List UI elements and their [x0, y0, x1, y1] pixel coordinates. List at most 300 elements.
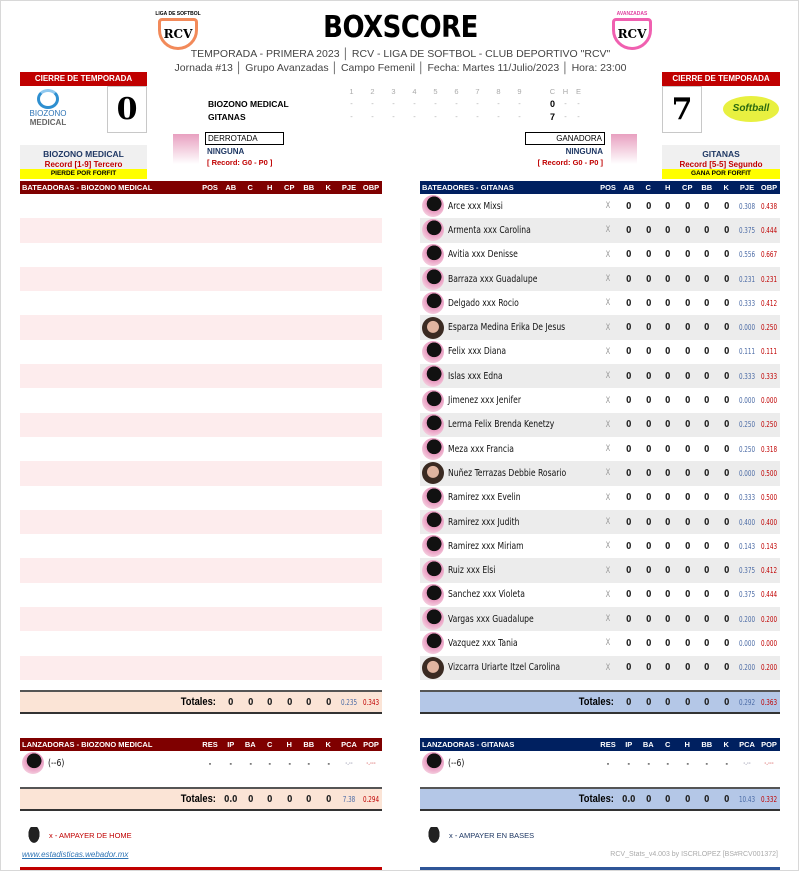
cell-c: 0: [645, 249, 651, 261]
cell: -: [666, 758, 669, 768]
cell-k: 0: [723, 565, 729, 577]
linescore-home-name: GITANAS: [208, 112, 246, 122]
cell-pos: X: [605, 444, 611, 455]
table-title: LANZADORAS - BIOZONO MEDICAL: [22, 740, 153, 749]
cell: -.---: [764, 759, 774, 767]
total-h: 0: [665, 696, 671, 708]
total-k: 0: [325, 793, 331, 805]
avatar-silhouette-icon: [422, 244, 444, 266]
cell-pos: X: [605, 492, 611, 503]
away-runs: 0: [549, 99, 555, 109]
cell-bb: 0: [704, 467, 710, 479]
pitcher-row: [20, 751, 382, 775]
cell: -: [705, 758, 708, 768]
cell-pos: X: [605, 201, 611, 212]
cell-h: 0: [665, 589, 671, 601]
total-obp: 0.363: [760, 697, 778, 707]
cell-bb: 0: [704, 419, 710, 431]
avatar-silhouette-icon: [422, 752, 444, 774]
cell-ab: 0: [626, 370, 632, 382]
col-header: BA: [244, 740, 256, 749]
linescore-away-row: [341, 99, 585, 109]
col-header: POP: [761, 740, 777, 749]
cell: -: [248, 758, 252, 768]
player-name: Armenta xxx Carolina: [448, 224, 531, 236]
inning-2: 2: [370, 87, 375, 96]
away-pitching-totals: [20, 787, 382, 811]
table-row: [420, 510, 780, 534]
col-header: PJE: [739, 183, 755, 192]
cell-pje: 0.111: [738, 347, 756, 357]
cell-c: 0: [645, 467, 651, 479]
player-name: Sanchez xxx Violeta: [448, 589, 525, 601]
cell-bb: 0: [704, 565, 710, 577]
cell-obp: 0.500: [760, 468, 778, 478]
season-line: TEMPORADA - PRIMERA 2023 │ RCV - LIGA DE SOFTBOL - CLUB DEPORTIVO "RCV": [190, 48, 611, 60]
away-batting-header: [20, 181, 382, 194]
cell-c: 0: [645, 322, 651, 334]
away-decision-pitcher: NINGUNA: [207, 147, 245, 156]
cell-h: 0: [665, 613, 671, 625]
col-header: K: [723, 740, 729, 749]
linescore-away-name: BIOZONO MEDICAL: [208, 99, 289, 109]
cell-ab: 0: [626, 346, 632, 358]
biozono-icon: [37, 89, 59, 109]
cell-pje: 0.375: [738, 225, 756, 235]
umpire-icon: [427, 827, 441, 845]
total-c: 0: [665, 793, 671, 805]
cell-pos: X: [605, 395, 611, 406]
cell: -: [497, 112, 500, 121]
cell-bb: 0: [704, 370, 710, 382]
total-c: 0: [645, 696, 651, 708]
cell-obp: 0.444: [760, 225, 778, 235]
cell-k: 0: [723, 370, 729, 382]
col-header: K: [325, 740, 331, 749]
cell-pos: X: [605, 419, 611, 430]
cell-ab: 0: [626, 613, 632, 625]
credits: RCV_Stats_v4.003 by ISCRLOPEZ [BS#RCV001372]: [610, 851, 778, 858]
cell-k: 0: [723, 492, 729, 504]
table-row: [420, 583, 780, 607]
cell-k: 0: [723, 419, 729, 431]
linescore-home-row: [341, 112, 585, 122]
cell-k: 0: [723, 322, 729, 334]
cell: -: [627, 758, 630, 768]
cell-pos: X: [605, 371, 611, 382]
cell-obp: 0.000: [760, 396, 778, 406]
cell-k: 0: [723, 249, 729, 261]
umpire-bases: x - AMPAYER EN BASES: [449, 831, 535, 840]
logo-caption: LIGA DE SOFTBOL: [155, 11, 201, 17]
avatar-silhouette-icon: [422, 438, 444, 460]
cell-c: 0: [645, 565, 651, 577]
cell-obp: 0.143: [760, 541, 778, 551]
avatar-silhouette-icon: [422, 608, 444, 630]
cell-pje: 0.308: [738, 201, 756, 211]
cell-c: 0: [645, 224, 651, 236]
cell-ab: 0: [626, 322, 632, 334]
home-team-name: GITANAS: [702, 149, 740, 159]
avatar-silhouette-icon: [422, 414, 444, 436]
col-header: PCA: [341, 740, 357, 749]
cell-c: 0: [645, 297, 651, 309]
total-h: 0: [267, 696, 273, 708]
col-header: H: [267, 183, 273, 192]
cell-pos: X: [605, 298, 611, 309]
cell: -: [326, 758, 330, 768]
cell-k: 0: [723, 589, 729, 601]
cell-ab: 0: [626, 249, 632, 261]
avatar-silhouette-icon: [422, 219, 444, 241]
away-pitching-header: [20, 738, 382, 751]
col-header: K: [325, 183, 331, 192]
total-ip: 0.0: [224, 793, 238, 805]
cell-pos: X: [605, 346, 611, 357]
cell-ab: 0: [626, 540, 632, 552]
cell-bb: 0: [704, 249, 710, 261]
cell-cp: 0: [684, 395, 690, 407]
cell-cp: 0: [684, 297, 690, 309]
col-header: POP: [363, 740, 379, 749]
cell-ab: 0: [626, 565, 632, 577]
cell-pje: 0.556: [738, 250, 756, 260]
pitcher-name: (--6): [48, 757, 65, 769]
total-pje: 0.235: [340, 697, 358, 707]
cell-ab: 0: [626, 467, 632, 479]
cell-h: 0: [665, 419, 671, 431]
cell: -: [455, 99, 458, 108]
cell-pje: 0.200: [738, 663, 756, 673]
linescore-header: [341, 87, 585, 96]
table-row: [420, 218, 780, 242]
away-result: DERROTADA: [205, 132, 284, 145]
table-row: [420, 631, 780, 655]
cell-cp: 0: [684, 516, 690, 528]
logo-line1: BIOZONO: [29, 109, 67, 118]
cell: -: [685, 758, 689, 768]
cell-cp: 0: [684, 589, 690, 601]
cell-k: 0: [723, 346, 729, 358]
total-bb: 0: [704, 696, 710, 708]
player-name: Esparza Medina Erika De Jesus: [448, 322, 566, 334]
umpire-icon: [27, 827, 41, 845]
cell-ab: 0: [626, 637, 632, 649]
col-header: BB: [701, 183, 713, 192]
total-ab: 0: [228, 696, 234, 708]
cell-obp: 0.250: [760, 323, 778, 333]
cell-pos: X: [605, 322, 611, 333]
cell: -: [208, 758, 212, 768]
cell-ab: 0: [626, 419, 632, 431]
total-bb: 0: [704, 793, 710, 805]
cell-ab: 0: [626, 443, 632, 455]
away-forfit-badge: PIERDE POR FORFIT: [20, 169, 147, 179]
total-ba: 0: [247, 793, 253, 805]
away-team-name: BIOZONO MEDICAL: [43, 149, 124, 159]
player-name: Nuñez Terrazas Debbie Rosario: [448, 467, 567, 479]
away-errors: -: [577, 99, 580, 108]
cell-cp: 0: [684, 273, 690, 285]
player-photo: [422, 462, 444, 484]
cell: -: [518, 99, 521, 108]
cell-obp: 0.111: [760, 347, 778, 357]
cell-pos: X: [605, 274, 611, 285]
inning-1: 1: [349, 87, 354, 96]
home-result: GANADORA: [525, 132, 605, 145]
avatar-silhouette-icon: [422, 511, 444, 533]
home-errors: -: [577, 112, 580, 121]
inning-7: 7: [475, 87, 480, 96]
table-title: LANZADORAS - GITANAS: [422, 740, 515, 749]
cell-bb: 0: [704, 273, 710, 285]
col-c: C: [549, 87, 556, 96]
player-name: Vargas xxx Guadalupe: [448, 613, 534, 625]
cell-bb: 0: [704, 443, 710, 455]
col-header: C: [247, 183, 253, 192]
cell-pje: 0.231: [738, 274, 756, 284]
table-row: [420, 607, 780, 631]
cell-c: 0: [645, 200, 651, 212]
cell: -: [287, 758, 291, 768]
cell-k: 0: [723, 662, 729, 674]
cell: -: [434, 112, 437, 121]
cell-bb: 0: [704, 224, 710, 236]
col-header: C: [665, 740, 671, 749]
home-batting-rows: [420, 194, 780, 680]
cell-c: 0: [645, 370, 651, 382]
logo-line2: MEDICAL: [29, 118, 67, 127]
cell: -: [476, 99, 479, 108]
total-c: 0: [247, 696, 253, 708]
cell: -: [606, 758, 610, 768]
cell-bb: 0: [704, 516, 710, 528]
cell-h: 0: [665, 273, 671, 285]
table-title: BATEADORES - GITANAS: [422, 183, 514, 192]
cell-h: 0: [665, 467, 671, 479]
col-header: AB: [225, 183, 237, 192]
rcv-logo-text: RCV: [158, 18, 198, 50]
total-cp: 0: [684, 696, 690, 708]
total-k: 0: [723, 696, 729, 708]
away-team-logo: [23, 89, 73, 133]
cell-obp: 0.250: [760, 420, 778, 430]
cell-cp: 0: [684, 249, 690, 261]
player-name: Vizcarra Uriarte Itzel Carolina: [448, 662, 561, 674]
cell-cp: 0: [684, 467, 690, 479]
col-e: E: [575, 87, 581, 96]
home-decision-pitcher: NINGUNA: [565, 147, 603, 156]
cell-cp: 0: [684, 637, 690, 649]
cell-pos: X: [605, 468, 611, 479]
away-score: 0: [107, 86, 147, 133]
avatar-silhouette-icon: [422, 390, 444, 412]
cell-cp: 0: [684, 565, 690, 577]
table-row: [420, 340, 780, 364]
col-header: IP: [625, 740, 633, 749]
away-banner: CIERRE DE TEMPORADA: [20, 72, 147, 86]
cell-c: 0: [645, 637, 651, 649]
col-header: AB: [623, 183, 635, 192]
cell-ab: 0: [626, 395, 632, 407]
cell-cp: 0: [684, 492, 690, 504]
totals-label: Totales:: [180, 696, 216, 708]
cell-c: 0: [645, 419, 651, 431]
home-banner: CIERRE DE TEMPORADA: [662, 72, 780, 86]
cell-pje: 0.333: [738, 298, 756, 308]
cell: -: [497, 99, 500, 108]
cell-h: 0: [665, 637, 671, 649]
total-c: 0: [267, 793, 273, 805]
cell-obp: 0.231: [760, 274, 778, 284]
col-header: RES: [600, 740, 616, 749]
away-batting-totals: [20, 690, 382, 714]
cell-h: 0: [665, 200, 671, 212]
table-row: [420, 413, 780, 437]
col-header: H: [286, 740, 292, 749]
cell-c: 0: [645, 662, 651, 674]
cell-pos: X: [605, 614, 611, 625]
cell-bb: 0: [704, 200, 710, 212]
col-header: CP: [284, 183, 295, 192]
page-title: BOXSCORE: [323, 10, 478, 46]
cell: -: [413, 99, 416, 108]
away-pitching-table: [20, 738, 382, 775]
pitcher-silhouette-icon: [173, 134, 199, 164]
cell: -.---: [366, 759, 376, 767]
total-k: 0: [723, 793, 729, 805]
cell-obp: 0.400: [760, 517, 778, 527]
totals-label: Totales:: [578, 696, 614, 708]
cell-pje: 0.143: [738, 541, 756, 551]
col-header: IP: [227, 740, 235, 749]
player-name: Ramirez xxx Judith: [448, 516, 520, 528]
col-header: RES: [202, 740, 218, 749]
cell-bb: 0: [704, 637, 710, 649]
game-info-line: Jornada #13 │ Grupo Avanzadas │ Campo Femenil │ Fecha: Martes 11/Julio/2023 │ Hora: 23:00: [174, 62, 627, 74]
cell-c: 0: [645, 540, 651, 552]
inning-8: 8: [496, 87, 501, 96]
avatar-silhouette-icon: [422, 365, 444, 387]
cell-k: 0: [723, 273, 729, 285]
away-team-card: [20, 145, 147, 169]
website-link[interactable]: www.estadisticas.webador.mx: [22, 850, 129, 859]
pitcher-row: [420, 751, 780, 775]
player-name: Ramirez xxx Evelin: [448, 492, 521, 504]
home-hits: -: [564, 112, 567, 121]
player-name: Jimenez xxx Jenifer: [448, 395, 522, 407]
rcv-logo-text: RCV: [612, 18, 652, 50]
cell-pje: 0.000: [738, 323, 756, 333]
col-header: C: [645, 183, 651, 192]
col-header: OBP: [760, 183, 778, 192]
cell-h: 0: [665, 516, 671, 528]
player-name: Lerma Felix Brenda Kenetzy: [448, 419, 555, 431]
cell-pje: 0.250: [738, 444, 756, 454]
col-header: OBP: [362, 183, 380, 192]
cell-k: 0: [723, 443, 729, 455]
cell-bb: 0: [704, 492, 710, 504]
cell-obp: 0.000: [760, 638, 778, 648]
cell-pos: X: [605, 541, 611, 552]
table-row: [420, 267, 780, 291]
cell-ab: 0: [626, 662, 632, 674]
pitcher-silhouette-icon: [611, 134, 637, 164]
cell: -: [476, 112, 479, 121]
totals-label: Totales:: [180, 793, 216, 805]
cell-bb: 0: [704, 540, 710, 552]
avatar-silhouette-icon: [422, 535, 444, 557]
player-photo: [422, 657, 444, 679]
away-decision-record: [ Record: G0 - P0 ]: [207, 158, 273, 167]
cell-cp: 0: [684, 322, 690, 334]
cell-pje: 0.375: [738, 566, 756, 576]
player-name: Felix xxx Diana: [448, 346, 507, 358]
cell: -: [350, 112, 353, 121]
cell: -: [518, 112, 521, 121]
player-photo: [422, 317, 444, 339]
cell-pos: X: [605, 589, 611, 600]
cell-bb: 0: [704, 297, 710, 309]
player-name: Delgado xxx Rocio: [448, 297, 519, 309]
cell-ab: 0: [626, 297, 632, 309]
cell-k: 0: [723, 467, 729, 479]
table-row: [420, 388, 780, 412]
total-pje: 0.292: [738, 697, 756, 707]
cell-k: 0: [723, 224, 729, 236]
cell: -: [371, 112, 374, 121]
cell-bb: 0: [704, 395, 710, 407]
cell-bb: 0: [704, 322, 710, 334]
cell-k: 0: [723, 200, 729, 212]
col-header: POS: [202, 183, 218, 192]
cell-obp: 0.200: [760, 663, 778, 673]
away-team-record: Record [1-9] Tercero: [44, 160, 123, 169]
inning-5: 5: [433, 87, 438, 96]
cell-k: 0: [723, 395, 729, 407]
total-bb: 0: [306, 696, 312, 708]
cell: -: [455, 112, 458, 121]
home-score: 7: [662, 86, 702, 133]
col-header: H: [665, 183, 671, 192]
cell-h: 0: [665, 395, 671, 407]
cell-obp: 0.200: [760, 614, 778, 624]
col-header: H: [684, 740, 690, 749]
home-batting-totals: [420, 690, 780, 714]
avatar-silhouette-icon: [422, 487, 444, 509]
avatar-silhouette-icon: [422, 268, 444, 290]
cell-obp: 0.500: [760, 493, 778, 503]
cell-c: 0: [645, 443, 651, 455]
away-batting-table: [20, 181, 382, 680]
cell-obp: 0.444: [760, 590, 778, 600]
table-row: [420, 558, 780, 582]
cell-cp: 0: [684, 370, 690, 382]
table-row: [420, 243, 780, 267]
avatar-silhouette-icon: [422, 195, 444, 217]
cell-c: 0: [645, 273, 651, 285]
home-pitching-totals: [420, 787, 780, 811]
cell-pje: 0.400: [738, 517, 756, 527]
cell-k: 0: [723, 637, 729, 649]
cell-pos: X: [605, 662, 611, 673]
cell-h: 0: [665, 346, 671, 358]
cell-h: 0: [665, 322, 671, 334]
home-team-card: [662, 145, 780, 169]
total-cp: 0: [286, 696, 292, 708]
home-pitching-header: [420, 738, 780, 751]
cell-bb: 0: [704, 613, 710, 625]
